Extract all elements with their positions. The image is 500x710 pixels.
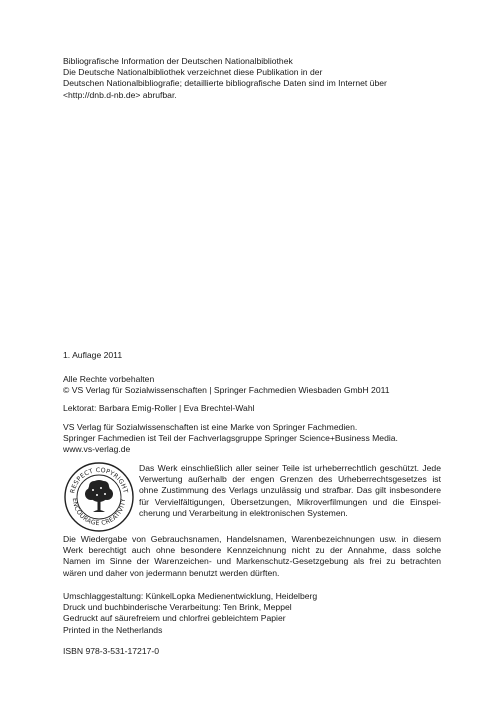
- rights-line: Alle Rechte vorbehalten: [63, 374, 155, 384]
- trademark-line: Werk berechtigt auch ohne besondere Kennzeichnung nicht zu der Annahme, dass solche: [63, 545, 441, 556]
- rights-notice: [63, 374, 441, 396]
- copyright-line: Das Werk einschließlich aller seiner Teile ist urheberrechtlich geschützt. Jede: [139, 463, 441, 473]
- seal-top-text: RESPECT COPYRIGHT: [69, 466, 129, 495]
- trademark-line: Namen im Sinne der Warenzeichen- und Markenschutz-Gesetzgebung als frei zu betrachten: [63, 556, 441, 567]
- tree-icon: [85, 480, 113, 512]
- trademark-notice: [63, 534, 441, 579]
- production-line: Druck und buchbinderische Verarbeitung: Ten Brink, Meppel: [63, 602, 292, 613]
- edition: [63, 350, 441, 361]
- isbn-text: ISBN 978-3-531-17217-0: [63, 646, 160, 656]
- edition-text: 1. Auflage 2011: [63, 350, 123, 360]
- production-line: Printed in the Netherlands: [63, 624, 163, 635]
- bibliographic-info-line: <http://dnb.d-nb.de> abrufbar.: [63, 89, 177, 100]
- trademark-line: wären und daher von jedermann benutzt werden dürften.: [63, 567, 280, 578]
- publisher-info: [63, 422, 441, 456]
- copyright-line: Verwertung außerhalb der engen Grenzen des Urheberrechtsgesetzes ist: [139, 474, 441, 485]
- copyright-line: cherung und Verarbeitung in elektronischen Systemen.: [139, 507, 348, 518]
- trademark-line: Die Wiedergabe von Gebrauchsnamen, Handelsnamen, Warenbezeichnungen usw. in diesem: [63, 534, 441, 544]
- editor-credit: [63, 403, 441, 414]
- editor-text: Lektorat: Barbara Emig-Roller | Eva Brechtel-Wahl: [63, 403, 255, 413]
- publisher-line: Springer Fachmedien ist Teil der Fachverlagsgruppe Springer Science+Business Media.: [63, 433, 398, 444]
- bibliographic-info-line: Deutschen Nationalbibliografie; detaillierte bibliografische Daten sind im Internet über: [63, 78, 387, 89]
- production-line: Gedruckt auf säurefreiem und chlorfrei gebleichtem Papier: [63, 613, 286, 624]
- bibliographic-info-line: Die Deutsche Nationalbibliothek verzeichnet diese Publikation in der: [63, 67, 323, 78]
- seal-bottom-text: ENCOURAGE CREATIVITY: [70, 497, 128, 528]
- copyright-notice: [139, 463, 441, 519]
- seal-graphic: [63, 461, 135, 533]
- bibliographic-info-line: Bibliografische Information der Deutschen Nationalbibliothek: [63, 56, 293, 66]
- tree-seal-icon: [63, 461, 135, 533]
- publisher-line: VS Verlag für Sozialwissenschaften ist eine Marke von Springer Fachmedien.: [63, 422, 358, 432]
- bibliographic-info: [63, 56, 441, 101]
- isbn: [63, 646, 441, 657]
- publisher-url: www.vs-verlag.de: [63, 444, 131, 455]
- copyright-line: für Vervielfältigungen, Übersetzungen, Mikroverfilmungen und die Einspei-: [139, 496, 441, 507]
- copyright-line: ohne Zustimmung des Verlags unzulässig und strafbar. Das gilt insbesondere: [139, 485, 441, 496]
- rights-line: © VS Verlag für Sozialwissenschaften | Springer Fachmedien Wiesbaden GmbH 2011: [63, 385, 390, 396]
- production-line: Umschlaggestaltung: KünkelLopka Medienentwicklung, Heidelberg: [63, 591, 318, 601]
- production-credits: [63, 591, 441, 636]
